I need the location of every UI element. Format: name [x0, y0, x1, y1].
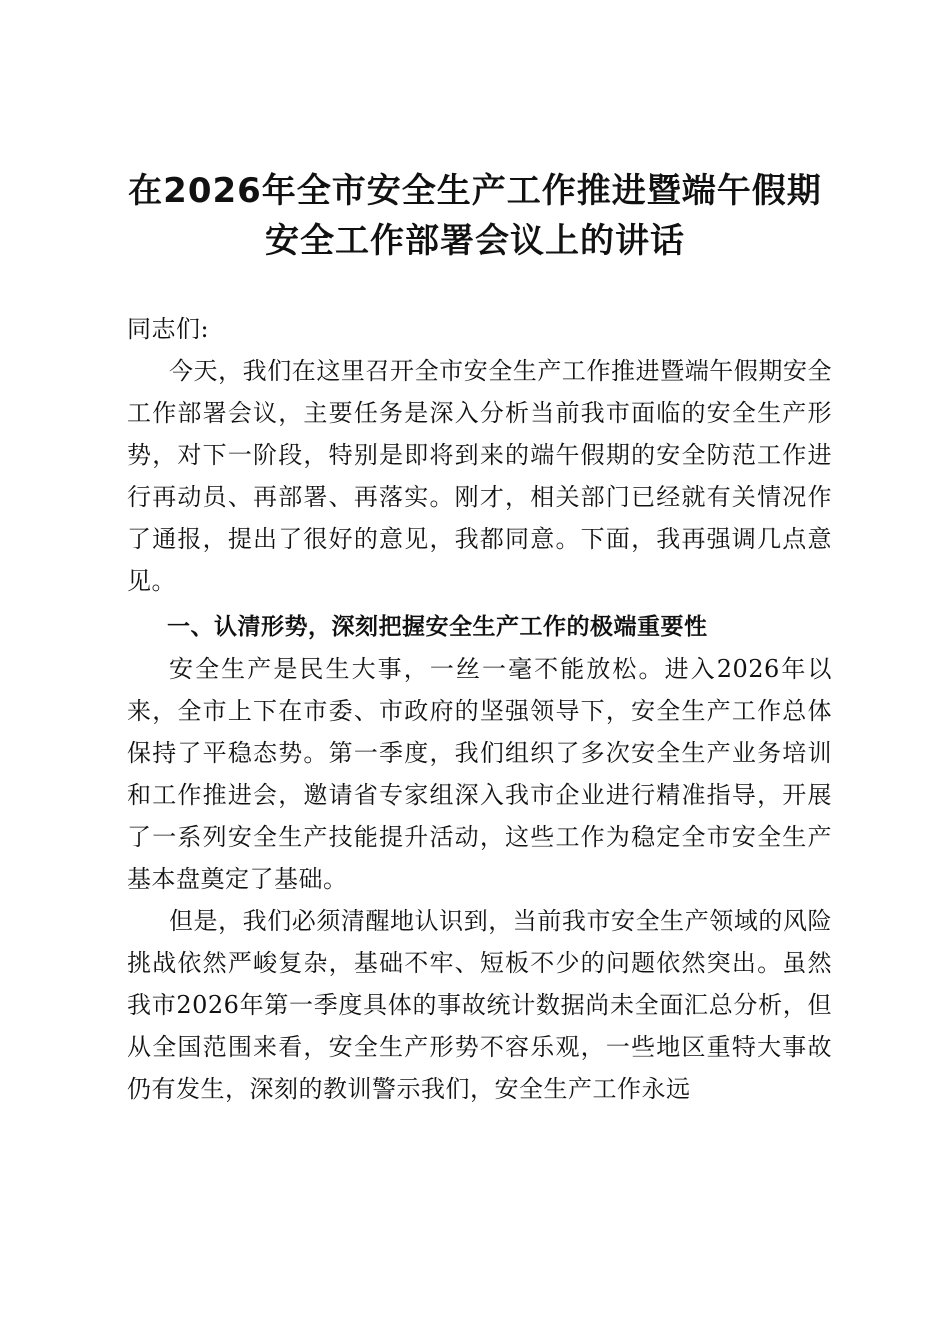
paragraph-section-1-a: 安全生产是民生大事，一丝一毫不能放松。进入2026年以来，全市上下在市委、市政府的坚强领导下，安全生产工作总体保持了平稳态势。第一季度，我们组织了多次安全生产业务培训和工作推进会，邀请省专家组深入我市企业进行精准指导，开展了一系列安全生产技能提升活动，这些工作为稳定全市安全生产基本盘奠定了基础。 — [127, 655, 832, 893]
document-body — [127, 308, 832, 1110]
section-heading-1: 一、认清形势，深刻把握安全生产工作的极端重要性 — [167, 614, 708, 640]
paragraph-section-1-b: 但是，我们必须清醒地认识到，当前我市安全生产领域的风险挑战依然严峻复杂，基础不牢、短板不少的问题依然突出。虽然我市2026年第一季度具体的事故统计数据尚未全面汇总分析，但从全国范围来看，安全生产形势不容乐观，一些地区重特大事故仍有发生，深刻的教训警示我们，安全生产工作永远 — [127, 907, 832, 1103]
title-line-2: 安全工作部署会议上的讲话 — [265, 221, 685, 261]
salutation: 同志们: — [127, 315, 210, 343]
title-line-1: 在2026年全市安全生产工作推进暨端午假期 — [128, 171, 822, 211]
paragraph-intro: 今天，我们在这里召开全市安全生产工作推进暨端午假期安全工作部署会议，主要任务是深入分析当前我市面临的安全生产形势，对下一阶段，特别是即将到来的端午假期的安全防范工作进行再动员、再部署、再落实。刚才，相关部门已经就有关情况作了通报，提出了很好的意见，我都同意。下面，我再强调几点意见。 — [127, 357, 832, 595]
document-title — [100, 166, 850, 266]
